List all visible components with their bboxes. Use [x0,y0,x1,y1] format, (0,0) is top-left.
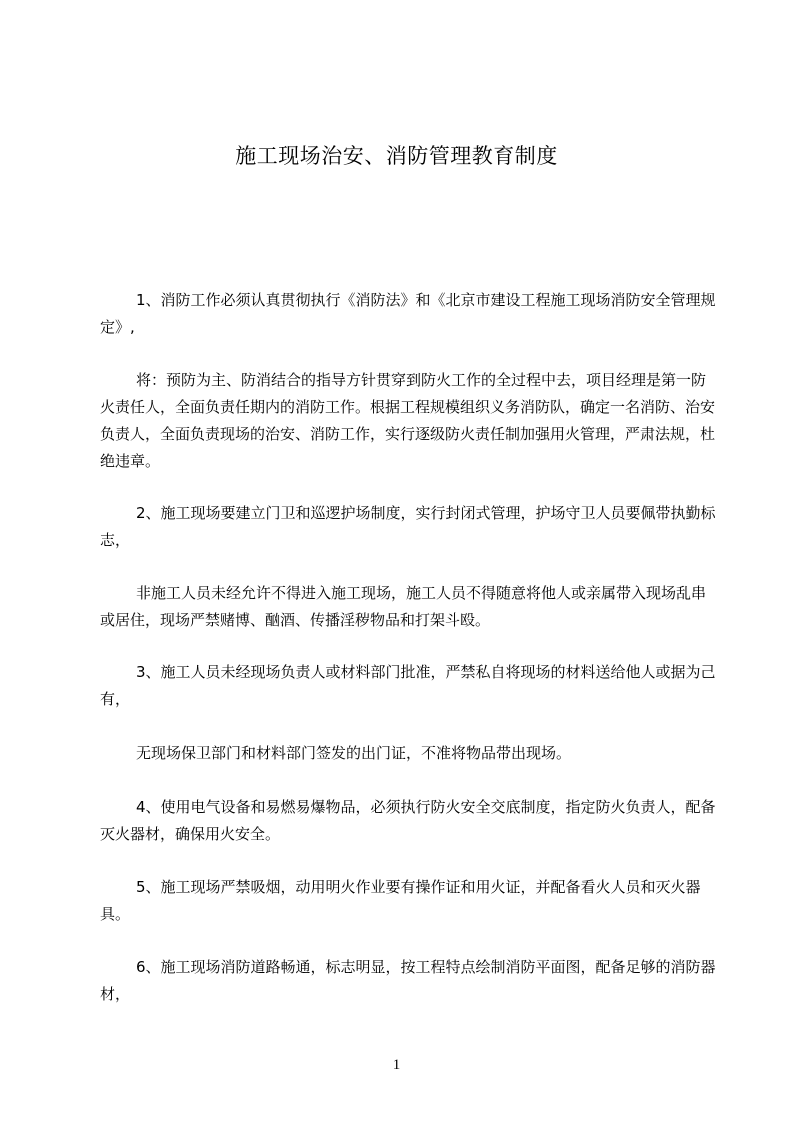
page-title: 施工现场治安、消防管理教育制度 [235,144,558,168]
paragraph-8: 5、施工现场严禁吸烟，动用明火作业要有操作证和用火证，并配备看火人员和灭火器具。 [100,878,701,923]
paragraph-4: 非施工人员未经允许不得进入施工现场，施工人员不得随意将他人或亲属带入现场乱串或居住，现场严禁赌博、酗酒、传播淫秽物品和打架斗殴。 [100,584,707,629]
paragraph-7: 4、使用电气设备和易燃易爆物品，必须执行防火安全交底制度，指定防火负责人，配备灭火器材，确保用火安全。 [100,798,716,843]
paragraph-2: 将：预防为主、防消结合的指导方针贯穿到防火工作的全过程中去，项目经理是第一防火责任人，全面负责任期内的消防工作。根据工程规模组织义务消防队，确定一名消防、治安负责人，全面负责现场的治安、消防工作，实行逐级防火责任制加强用火管理，严肃法规，杜绝违章。 [100,371,716,470]
page-number: 1 [392,1057,401,1073]
paragraph-3: 2、施工现场要建立门卫和巡逻护场制度，实行封闭式管理，护场守卫人员要佩带执勤标志， [100,504,716,549]
paragraph-1: 1、消防工作必须认真贯彻执行《消防法》和《北京市建设工程施工现场消防安全管理规定》, [100,291,716,336]
paragraph-6: 无现场保卫部门和材料部门签发的出门证，不准将物品带出现场。 [136,744,572,762]
paragraph-9: 6、施工现场消防道路畅通，标志明显，按工程特点绘制消防平面图，配备足够的消防器材， [100,958,716,1003]
paragraph-5: 3、施工人员未经现场负责人或材料部门批准，严禁私自将现场的材料送给他人或据为己有， [100,663,716,708]
